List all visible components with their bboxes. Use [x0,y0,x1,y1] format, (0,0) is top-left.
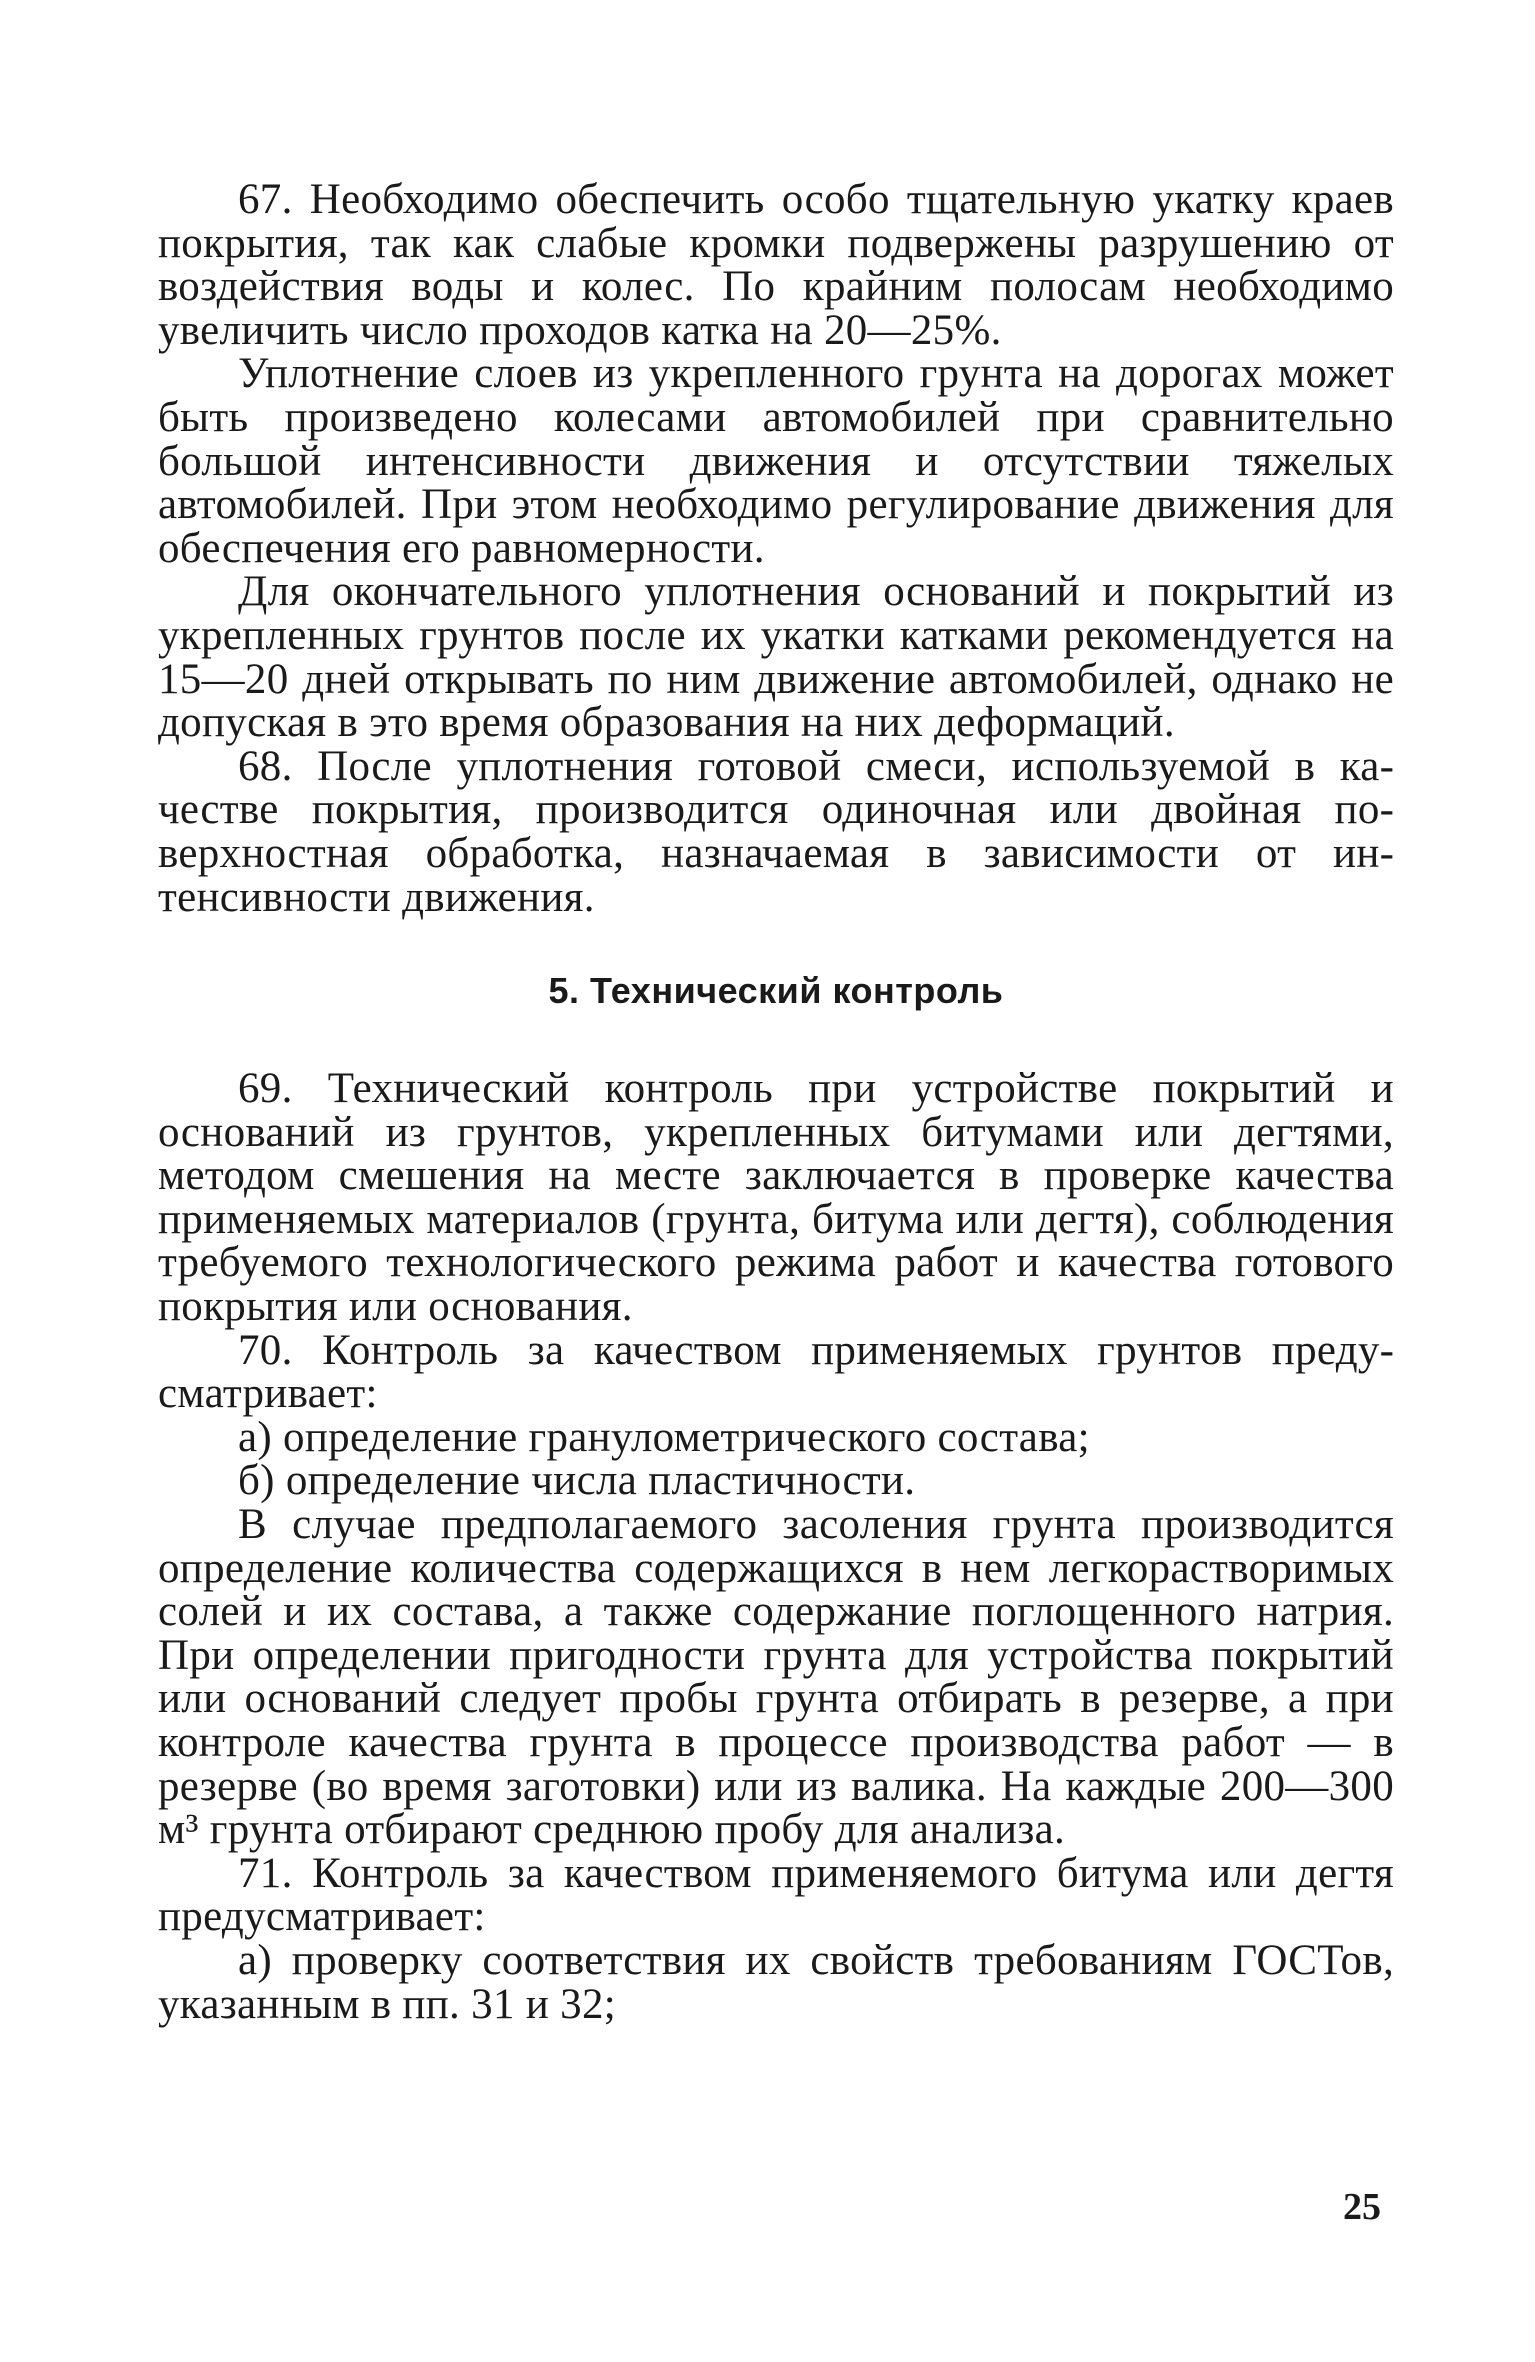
paragraph-compaction-by-traffic: Уплотнение слоев из укрепленного грунта на дорогах может быть произведено колесами автомобилей при сравнительно большой интенсивности движения и отсутствии тяжелых автомобилей. При этом необходимо регулирование движения для обеспечения его равномерности. [158,350,1394,572]
paragraph-67: 67. Необходимо обеспечить особо тщательную укатку краев покрытия, так как слабые кромки подвержены разрушению от воздействия воды и колес. По крайним полосам необходимо увеличить число проходов катка на 20—25%. [158,176,1394,354]
page-body [158,178,1394,2026]
paragraph-salinity: В случае предполагаемого засоления грунта производится определение количества содержащихся в нем легкорастворимых солей и их состава, а также содержание поглощенного натрия. При определении пригодности грунта для устройства покрытий или оснований следует пробы грунта отбирать в резерве, а при контроле качества грунта в процессе производства работ — в резерве (во время заготовки) или из валика. На каждые 200—300 м³ грунта отбирают среднюю пробу для анализа. [158,1501,1394,1854]
paragraph-71: 71. Контроль за качеством применяемого битума или дегтя предусматривает: [158,1849,1394,1941]
paragraph-69: 69. Технический контроль при устройстве покрытий и оснований из грунтов, укрепленных битумами или дегтями, методом смешения на месте заключается в проверке качества применяемых материалов (грунта, битума или дегтя), соблюдения требуемого технологического режима работ и качества готового покрытия или основания. [158,1065,1394,1331]
section-compaction [158,178,1394,919]
paragraph-68: 68. После уплотнения готовой смеси, используемой в качестве покрытия, производится одиночная или двойная поверхностная обработка, назначаемая в зависимости от интенсивности движения. [158,742,1394,921]
page-number: 25 [1343,2186,1381,2228]
paragraph-final-compaction: Для окончательного уплотнения оснований и покрытий из укрепленных грунтов после их укатки катками рекомендуется на 15—20 дней открывать по ним движение автомобилей, однако не допуская в это время образования на них деформаций. [158,568,1394,747]
paragraph-70: 70. Контроль за качеством применяемых грунтов предусматривает: [158,1326,1394,1418]
list-item-70-b: б) определение числа пластичности. [238,1457,916,1505]
list-item-70-a: а) определение гранулометрического состава; [238,1413,1090,1461]
section-heading: 5. Технический контроль [548,970,1004,1012]
list-item-71-a: а) проверку соответствия их свойств требованиям ГОСТов, указанным в пп. 31 и 32; [158,1936,1394,2028]
section-technical-control [158,1067,1394,2026]
